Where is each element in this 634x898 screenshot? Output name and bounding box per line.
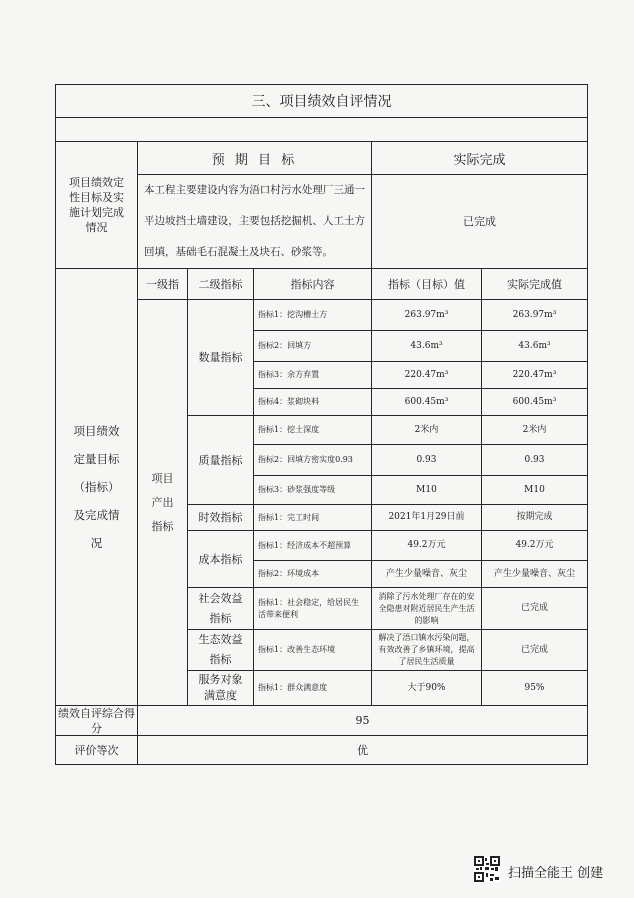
grade-value: 优 (357, 743, 368, 757)
row-target: 49.2万元 (407, 540, 446, 550)
group-service: 服务对象满意度 (198, 673, 243, 702)
row-target: 600.45m³ (404, 396, 449, 407)
row-target: 消除了污水处理厂存在的安全隐患对附近居民生产生活的影响 (378, 591, 475, 625)
row-target: 大于90% (407, 682, 446, 693)
row-content: 指标2：回填方密实度0.93 (258, 455, 353, 464)
page-title: 三、项目绩效自评情况 (251, 94, 392, 110)
row-content: 指标1：完工时间 (258, 512, 320, 522)
row-content: 指标1：挖沟槽土方 (258, 310, 328, 319)
row-actual: M10 (524, 484, 545, 495)
row-content: 指标3：余方弃置 (258, 370, 320, 379)
grade-label: 评价等次 (74, 743, 119, 757)
level1-output: 项目产出指标 (151, 471, 174, 533)
row-target: 2021年1月29日前 (388, 512, 465, 522)
row-content: 指标1：群众满意度 (258, 683, 328, 692)
header-target: 指标（目标）值 (388, 277, 465, 291)
score-value: 95 (355, 714, 370, 727)
border-right (587, 84, 588, 765)
row-content: 指标2：回填方 (258, 341, 312, 350)
row-actual: 49.2万元 (515, 540, 554, 550)
group-time: 时效指标 (198, 511, 243, 524)
row-content: 指标2：环境成本 (258, 569, 320, 578)
row-actual: 已完成 (520, 644, 548, 655)
group-quantity: 数量指标 (198, 351, 243, 364)
row-content: 指标3：砂浆强度等级 (258, 485, 336, 494)
row-target: 0.93 (416, 454, 437, 465)
header-content: 指标内容 (290, 277, 335, 291)
sec2-label: 项目绩效定量目标（指标）及完成情况 (73, 424, 120, 550)
row-actual: 产生少量噪音、灰尘 (493, 568, 575, 579)
score-label: 绩效自评综合得分 (58, 706, 135, 735)
group-eco: 生态效益指标 (198, 633, 243, 666)
row-actual: 600.45m³ (512, 396, 557, 407)
group-cost: 成本指标 (198, 552, 243, 566)
row-actual: 按期完成 (516, 512, 553, 522)
row-actual: 0.93 (524, 454, 545, 465)
row-actual: 已完成 (520, 603, 548, 613)
row-content: 指标1：改善生态环境 (258, 645, 336, 654)
row-content: 指标1：社会稳定，给居民生活带来便利 (258, 597, 360, 619)
header-actual: 实际完成值 (507, 277, 562, 291)
row-target: 263.97m³ (404, 309, 449, 320)
row-target: M10 (416, 484, 437, 495)
row-target: 解决了浯口镇水污染问题，有效改善了乡镇环境，提高了居民生活质量 (378, 633, 475, 666)
row-content: 指标1：经济成本不超预算 (258, 540, 352, 550)
row-target: 220.47m³ (404, 369, 449, 380)
qr-code-icon (474, 856, 500, 882)
row-content: 指标4：浆砌块料 (258, 397, 320, 406)
row-target: 43.6m³ (410, 340, 443, 351)
row-target: 产生少量噪音、灰尘 (385, 568, 467, 579)
border-bottom (55, 764, 588, 765)
group-quality: 质量指标 (198, 453, 243, 467)
actual-header: 实际完成 (453, 152, 506, 168)
row-actual: 2米内 (522, 424, 547, 435)
row-target: 2米内 (414, 424, 439, 435)
group-social: 社会效益指标 (198, 591, 243, 625)
row-content: 指标1：挖土深度 (258, 425, 320, 434)
header-level1: 一级指 (146, 277, 179, 291)
title-divider (55, 117, 588, 118)
sec1-label: 项目绩效定性目标及实施计划完成情况 (69, 176, 124, 234)
expected-text: 本工程主要建设内容为浯口村污水处理厂三通一平边坡挡土墙建设，主要包括挖掘机、人工土方回填，基础毛石混凝土及块石、砂浆等。 (144, 184, 365, 258)
row-actual: 220.47m³ (512, 369, 557, 380)
expected-header: 预 期 目 标 (211, 152, 298, 168)
row-actual: 263.97m³ (512, 309, 557, 320)
sec1-actual-text: 已完成 (463, 215, 496, 228)
row-actual: 95% (524, 682, 545, 693)
row-actual: 43.6m³ (518, 340, 551, 351)
header-level2: 二级指标 (198, 277, 243, 291)
scanner-watermark: 扫描全能王 创建 (508, 866, 604, 881)
